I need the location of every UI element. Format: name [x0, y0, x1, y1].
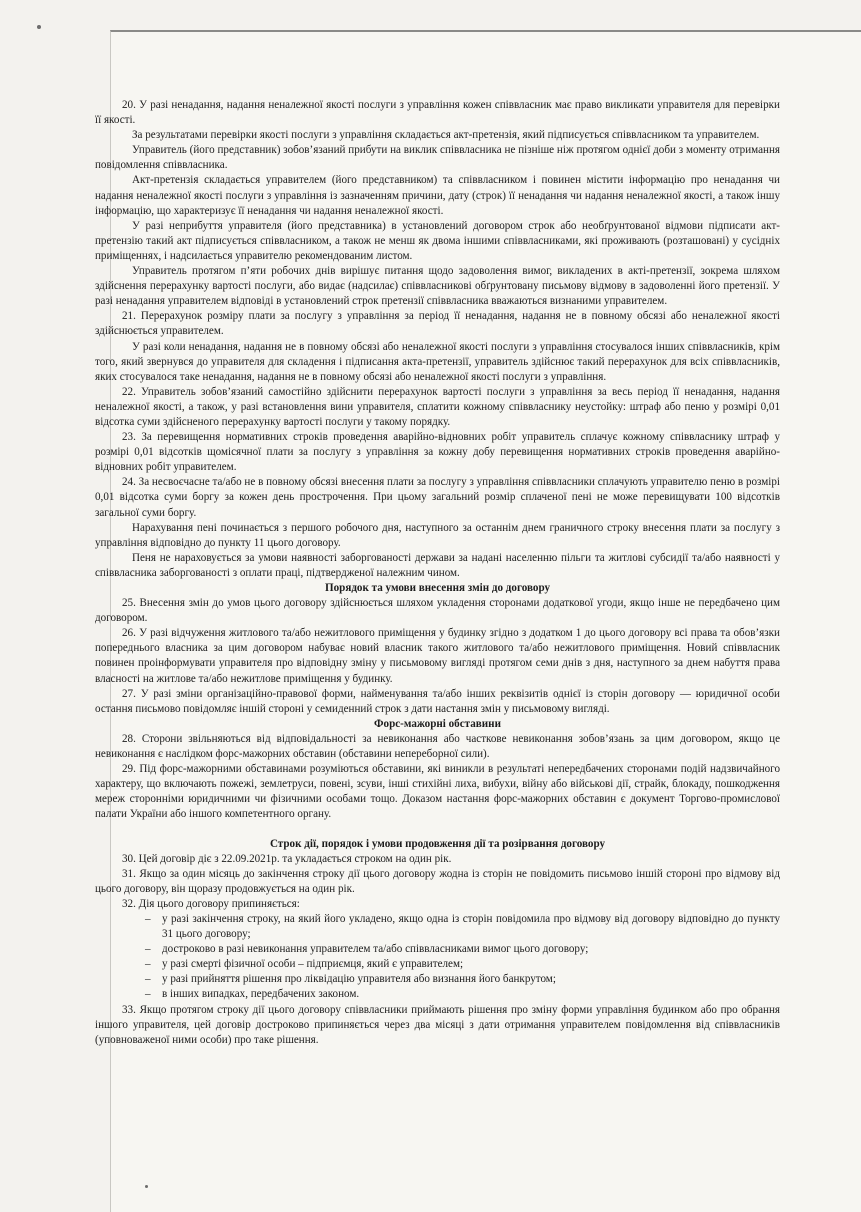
- clause-23: 23. За перевищення нормативних строків проведення аварійно-відновних робіт управитель сплачує кожному співвласнику штраф у розмірі 0,01 відсотків щомісячної плати за послугу з управління за кожну добу перевищення нормативних строків проведення аварійно-відновних робіт управителем.: [95, 431, 780, 474]
- spacer: [95, 823, 780, 837]
- clause-29: 29. Під форс-мажорними обставинами розуміються обставини, які виникли в результаті непередбачених сторонами подій надзвичайного характеру, що включають пожежі, землетруси, повені, зсуви, інші стихійні лиха, вибухи, війну або військові дії, страйк, блокаду, пошкодження мереж сторонніми юридичними чи фізичними особами тощо. Доказом настання форс-мажорних обставин є документ Торгово-промислової палати України або іншого компетентного органу.: [95, 763, 780, 821]
- list-item: – у разі прийняття рішення про ліквідацію управителя або визнання його банкрутом;: [95, 972, 780, 987]
- clause-28: 28. Сторони звільняються від відповідальності за невиконання або часткове невиконання зобов’язань за цим договором, якщо це невиконання є наслідком форс-мажорних обставин (обставини непереборної сили).: [95, 732, 780, 761]
- termination-list: [95, 912, 780, 1003]
- clause-20: 20. У разі ненадання, надання неналежної якості послуги з управління кожен співвласник має право викликати управителя для перевірки її якості.: [95, 99, 780, 127]
- clause-24-exemption: Пеня не нараховується за умови наявності заборгованості держави за надані населенню пільги та житлові субсидії та/або наявності у співвласника заборгованості з оплати праці, підтвердженої належним чином.: [95, 551, 780, 579]
- clause-33: 33. Якщо протягом строку дії цього договору співвласники приймають рішення про зміну форми управління будинком або про обрання іншого управителя, цей договір достроково припиняється через два місяці з дати отримання управителем повідомлення від співвласників (уповноваженої ними особи) про таке рішення.: [95, 1003, 780, 1046]
- clause-30: 30. Цей договір діє з 22.09.2021р. та укладається строком на один рік.: [122, 852, 452, 865]
- clause-25: 25. Внесення змін до умов цього договору здійснюється шляхом укладення сторонами додаткової угоди, якщо інше не передбачено цим договором.: [95, 597, 780, 625]
- clause-20-response: Управитель протягом п’яти робочих днів вирішує питання щодо задоволення вимог, викладених в акті-претензії, зокрема шляхом здійснення перерахунку вартості послуги, або видає (надсилає) співвласникові обґрунтовану письмову відмову в задоволенні його претензії. У разі ненадання управителем відповіді в установлений строк претензії співвласника вважаються визнаними управителем.: [95, 265, 780, 308]
- clause-24-accrual: Нарахування пені починається з першого робочого дня, наступного за останнім днем граничного строку внесення плати за послугу з управління відповідно до пункту 11 цього договору.: [95, 521, 780, 549]
- document-body: [95, 98, 780, 1048]
- scan-speck: [145, 1185, 148, 1188]
- clause-20-refusal: У разі неприбуття управителя (його представника) в установлений договором строк або необґрунтованої відмови підписати акт-претензію такий акт підписується співвласником, а також не менш як двома іншими співвласниками, які проживають (розташовані) у сусідніх приміщеннях, і надсилається управителю рекомендованим листом.: [95, 219, 780, 262]
- clause-31: 31. Якщо за один місяць до закінчення строку дії цього договору жодна із сторін не повідомить письмово іншій стороні про відмову від цього договору, він щоразу продовжується на один рік.: [95, 867, 780, 895]
- clause-24: 24. За несвоєчасне та/або не в повному обсязі внесення плати за послугу з управління співвласники сплачують управителю пеню в розмірі 0,01 відсотка суми боргу за кожен день прострочення. При цьому загальний розмір сплаченої пені не може перевищувати 100 відсотків загальної суми боргу.: [95, 476, 780, 519]
- clause-20-content: Акт-претензія складається управителем (його представником) та співвласником і повинен містити інформацію про ненадання чи надання неналежної якості послуги з управління із зазначенням причини, дату (строк) її ненадання чи надання неналежної якості, а також іншу інформацію, що характеризує її ненадання чи надання неналежної якості.: [95, 174, 780, 217]
- list-item: – достроково в разі невиконання управителем та/або співвласниками вимог цього договору;: [95, 942, 780, 957]
- clause-21-others: У разі коли ненадання, надання не в повному обсязі або неналежної якості послуги з управління стосувалося інших співвласників, крім того, який звернувся до управителя для складення і підписання акта-претензії, управитель здійснює такий перерахунок для всіх співвласників, яких стосувалося таке ненадання, надання не в повному обсязі або неналежної якості послуги з управління.: [95, 340, 780, 383]
- list-item: – у разі закінчення строку, на який його укладено, якщо одна із сторін повідомила про відмову від договору відповідно до пункту 31 цього договору;: [95, 912, 780, 942]
- scan-speck: [37, 25, 41, 29]
- clause-20-arrival: Управитель (його представник) зобов’язаний прибути на виклик співвласника не пізніше ніж протягом однієї доби з моменту отримання повідомлення співвласника.: [95, 144, 780, 172]
- section-heading-amendments: Порядок та умови внесення змін до договору: [324, 582, 551, 594]
- clause-32: 32. Дія цього договору припиняється:: [122, 897, 300, 910]
- clause-26: 26. У разі відчуження житлового та/або нежитлового приміщення у будинку згідно з додатком 1 до цього договору всі права та обов’язки попереднього власника за цим договором набуває новий власник такого житлового та/або нежитлового приміщення. Новий співвласник повинен проінформувати управителя про відповідну зміну у письмовому вигляді протягом семи днів з дня, наступного за днем набуття права власності на житлове та/або нежитлове приміщення у будинку.: [95, 627, 780, 685]
- section-heading-term: Строк дії, порядок і умови продовження дії та розірвання договору: [269, 837, 606, 850]
- clause-21: 21. Перерахунок розміру плати за послугу з управління за період її ненадання, надання не в повному обсязі або неналежної якості здійснюється управителем.: [95, 310, 780, 338]
- clause-20-act: За результатами перевірки якості послуги з управління складається акт-претензія, який підписується співвласником та управителем.: [132, 129, 760, 142]
- list-item: – у разі смерті фізичної особи – підприємця, який є управителем;: [95, 957, 780, 972]
- list-item: – в інших випадках, передбачених законом.: [95, 987, 780, 1002]
- section-heading-force-majeure: Форс-мажорні обставини: [374, 717, 501, 730]
- clause-22: 22. Управитель зобов’язаний самостійно здійснити перерахунок вартості послуги з управління за весь період її ненадання, надання неналежної якості, а також, у разі встановлення вини управителя, сплатити кожному співвласнику неустойку: штраф або пеню у розмірі 0,01 відсотка суми здійсненого перерахунку вартості послуги у такому порядку.: [95, 385, 780, 428]
- clause-27: 27. У разі зміни організаційно-правової форми, найменування та/або інших реквізитів однієї із сторін договору — юридичної особи остання письмово повідомляє іншій стороні у семиденний строк з дати настання змін у письмовому вигляді.: [95, 687, 780, 715]
